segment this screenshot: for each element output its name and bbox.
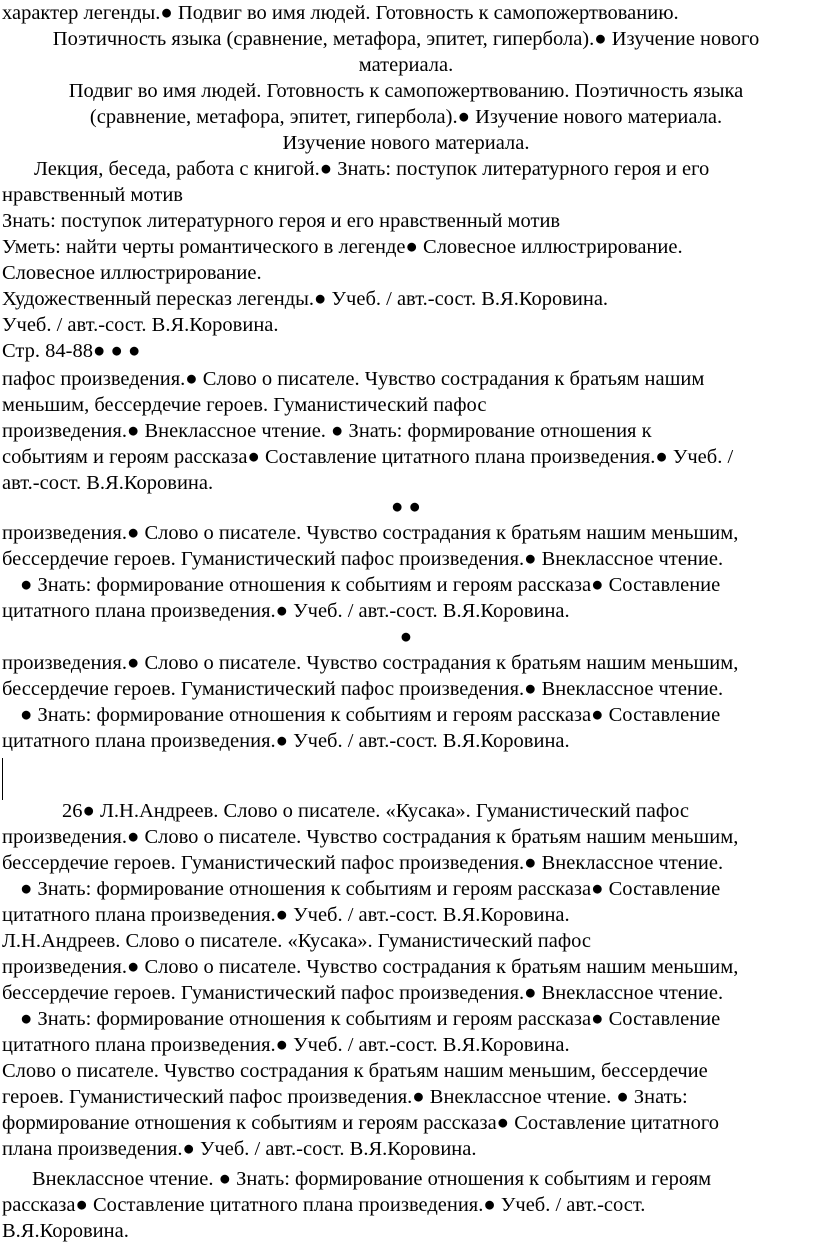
text-line: героев. Гуманистический пафос произведения.● Внеклассное чтение. ● Знать: <box>2 1086 688 1108</box>
text-line: Словесное иллюстрирование. <box>2 262 262 284</box>
text-line: Стр. 84-88● ● ● <box>2 340 141 362</box>
text-line: Уметь: найти черты романтического в легенде● Словесное иллюстрирование. <box>2 236 683 258</box>
text-line: произведения.● Слово о писателе. Чувство сострадания к братьям нашим меньшим, <box>2 956 739 978</box>
text-line: ● <box>399 626 413 648</box>
text-line: бессердечие героев. Гуманистический пафос произведения.● Внеклассное чтение. <box>2 982 724 1004</box>
text-line: цитатного плана произведения.● Учеб. / авт.-сост. В.Я.Коровина. <box>2 730 570 752</box>
text-line: бессердечие героев. Гуманистический пафос произведения.● Внеклассное чтение. <box>2 548 724 570</box>
text-line: формирование отношения к событиям и героям рассказа● Составление цитатного <box>2 1112 719 1134</box>
text-line: произведения.● Слово о писателе. Чувство сострадания к братьям нашим меньшим, <box>2 652 739 674</box>
text-cursor <box>2 758 3 800</box>
text-line: ● Знать: формирование отношения к событиям и героям рассказа● Составление <box>20 574 721 596</box>
text-line: 26● Л.Н.Андреев. Слово о писателе. «Кусака». Гуманистический пафос <box>62 800 690 822</box>
text-line: цитатного плана произведения.● Учеб. / авт.-сост. В.Я.Коровина. <box>2 600 570 622</box>
text-line: пафос произведения.● Слово о писателе. Чувство сострадания к братьям нашим <box>2 368 705 390</box>
text-line: ● Знать: формирование отношения к событиям и героям рассказа● Составление <box>20 878 721 900</box>
text-line: нравственный мотив <box>2 184 183 206</box>
text-line: ● ● <box>391 496 421 518</box>
text-line: меньшим, бессердечие героев. Гуманистический пафос <box>2 394 487 416</box>
text-line: материала. <box>358 54 454 76</box>
text-line: Подвиг во имя людей. Готовность к самопожертвованию. Поэтичность языка <box>68 80 744 102</box>
text-line: событиям и героям рассказа● Составление цитатного плана произведения.● Учеб. / <box>2 446 734 468</box>
text-line: характер легенды.● Подвиг во имя людей. Готовность к самопожертвованию. <box>2 2 679 24</box>
text-line: Знать: поступок литературного героя и его нравственный мотив <box>2 210 561 232</box>
text-line: рассказа● Составление цитатного плана произведения.● Учеб. / авт.-сост. <box>2 1194 646 1216</box>
text-line: Художественный пересказ легенды.● Учеб. / авт.-сост. В.Я.Коровина. <box>2 288 609 310</box>
text-line: цитатного плана произведения.● Учеб. / авт.-сост. В.Я.Коровина. <box>2 1034 570 1056</box>
text-line: Внеклассное чтение. ● Знать: формирование отношения к событиям и героям <box>32 1168 712 1190</box>
text-line: бессердечие героев. Гуманистический пафос произведения.● Внеклассное чтение. <box>2 678 724 700</box>
text-line: Л.Н.Андреев. Слово о писателе. «Кусака». Гуманистический пафос <box>2 930 592 952</box>
text-line: Изучение нового материала. <box>282 132 530 154</box>
text-line: Поэтичность языка (сравнение, метафора, эпитет, гипербола).● Изучение нового <box>52 28 760 50</box>
text-line: Лекция, беседа, работа с книгой.● Знать: поступок литературного героя и его <box>34 158 710 180</box>
text-line: произведения.● Слово о писателе. Чувство сострадания к братьям нашим меньшим, <box>2 826 739 848</box>
text-line: (сравнение, метафора, эпитет, гипербола).● Изучение нового материала. <box>89 106 723 128</box>
text-line: цитатного плана произведения.● Учеб. / авт.-сост. В.Я.Коровина. <box>2 904 570 926</box>
text-line: Слово о писателе. Чувство сострадания к братьям нашим меньшим, бессердечие <box>2 1060 708 1082</box>
text-line: ● Знать: формирование отношения к событиям и героям рассказа● Составление <box>20 704 721 726</box>
text-line: авт.-сост. В.Я.Коровина. <box>2 472 214 494</box>
text-line: произведения.● Внеклассное чтение. ● Знать: формирование отношения к <box>2 420 652 442</box>
text-line: плана произведения.● Учеб. / авт.-сост. В.Я.Коровина. <box>2 1138 477 1160</box>
text-line: бессердечие героев. Гуманистический пафос произведения.● Внеклассное чтение. <box>2 852 724 874</box>
text-line: В.Я.Коровина. <box>2 1220 129 1242</box>
text-line: произведения.● Слово о писателе. Чувство сострадания к братьям нашим меньшим, <box>2 522 739 544</box>
text-line: Учеб. / авт.-сост. В.Я.Коровина. <box>2 314 279 336</box>
text-line: ● Знать: формирование отношения к событиям и героям рассказа● Составление <box>20 1008 721 1030</box>
